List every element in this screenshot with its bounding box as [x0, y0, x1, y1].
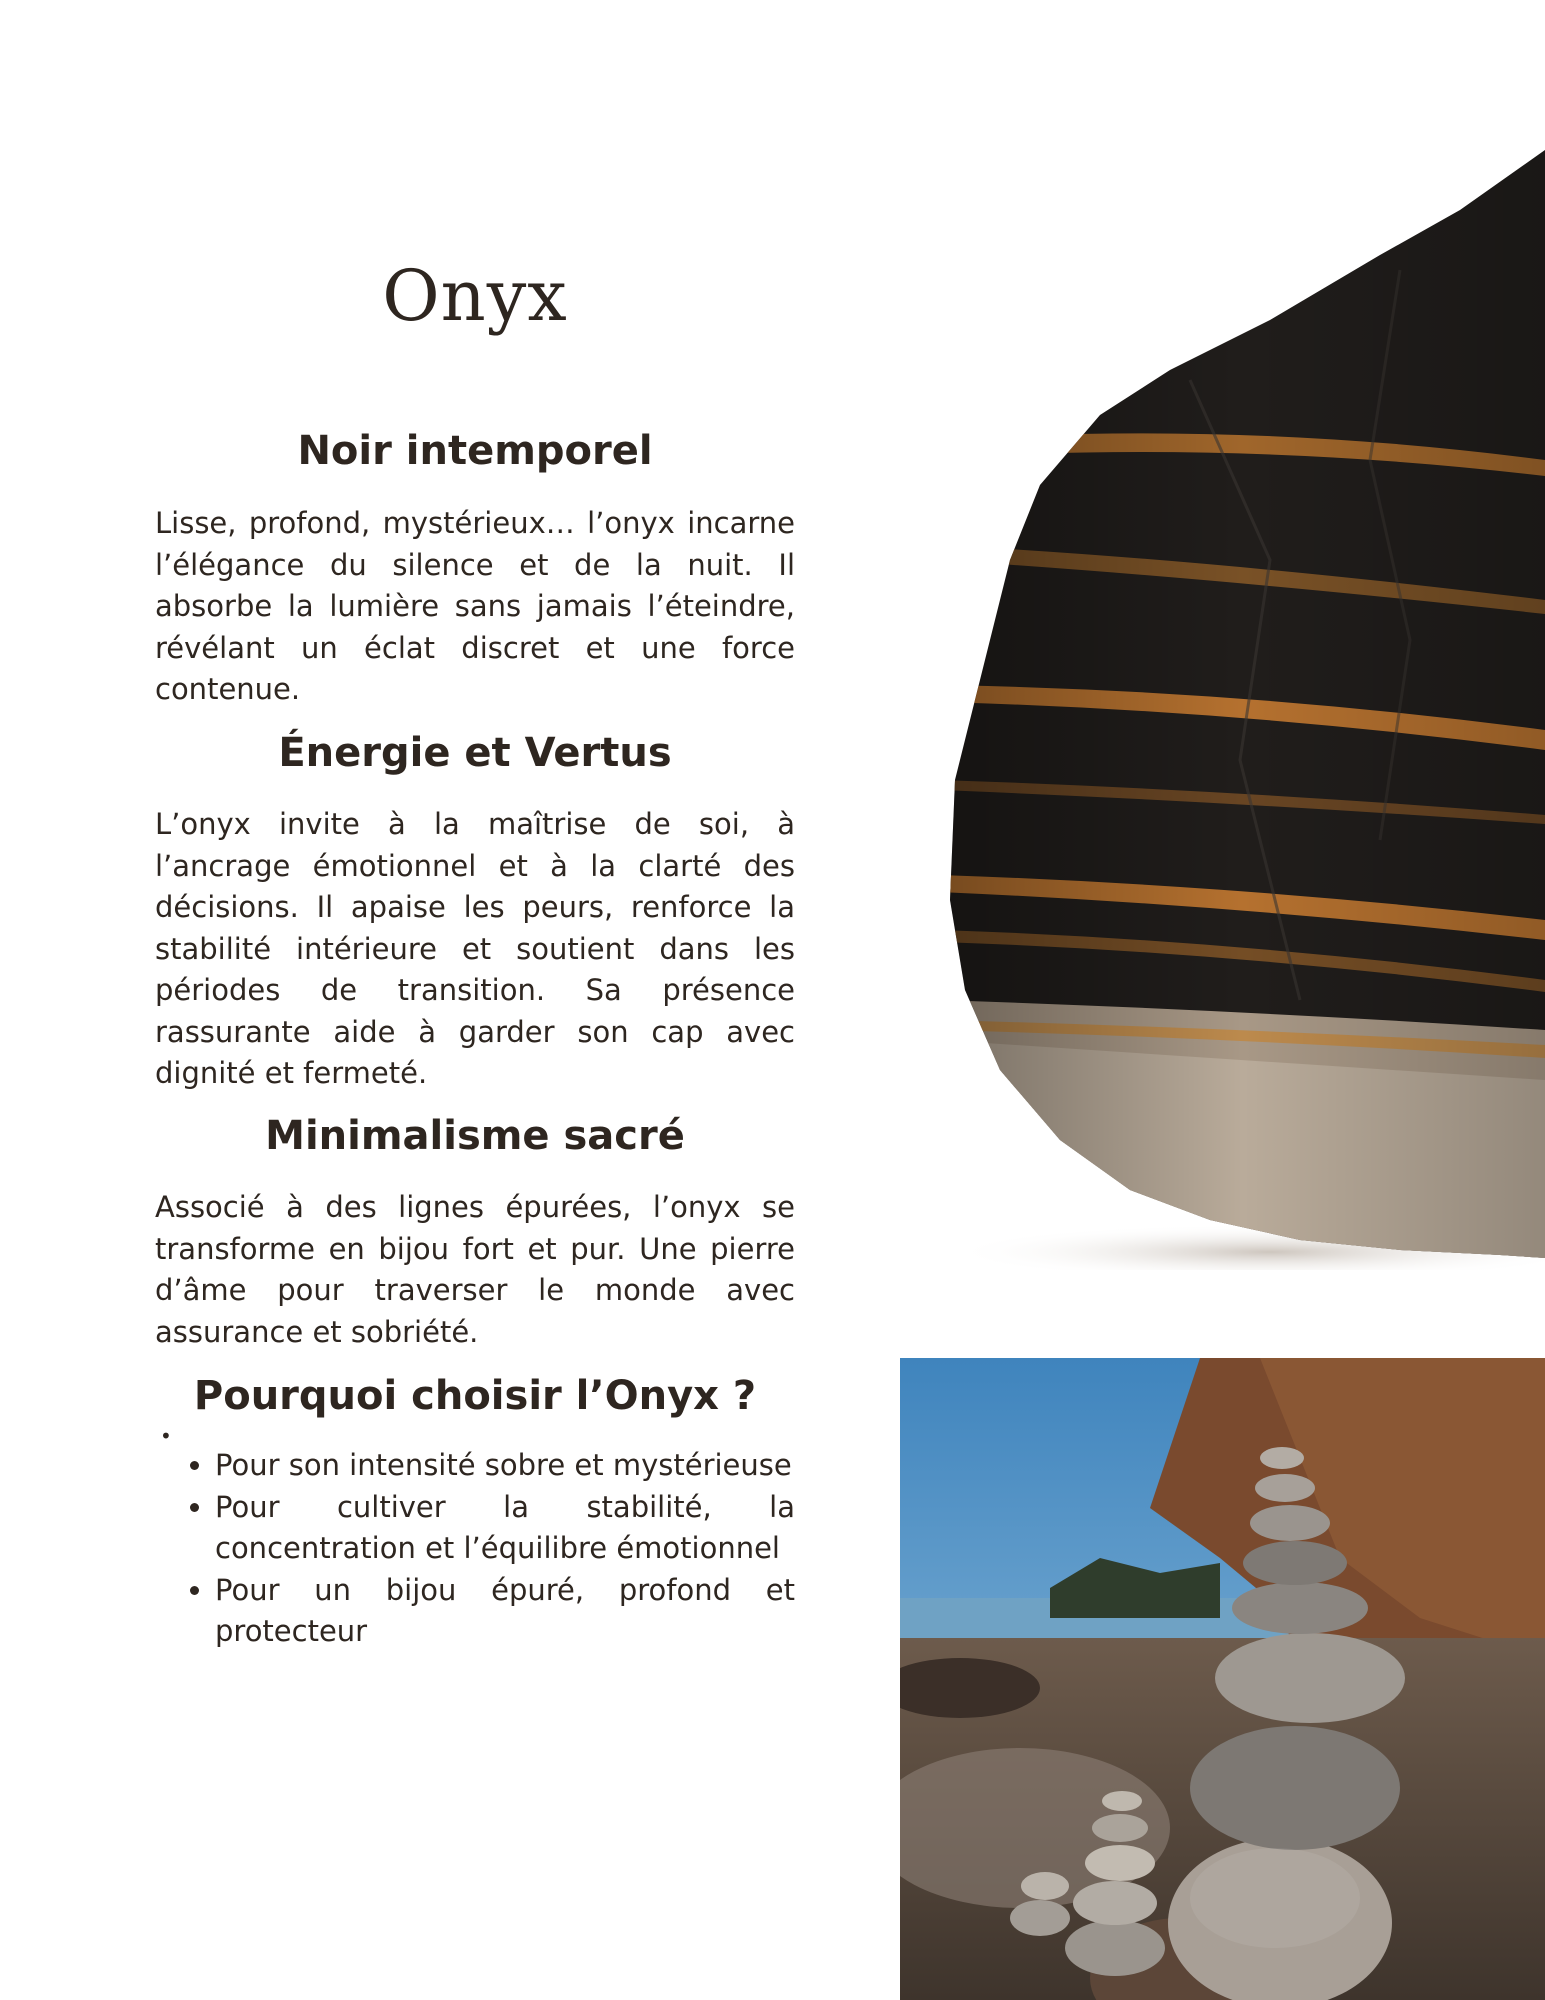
- section-heading-minimalisme-sacre: Minimalisme sacré: [265, 1113, 685, 1159]
- section-text-energie-vertus: L’onyx invite à la maîtrise de soi, à l’ancrage émotionnel et à la clarté des décisions. Il apaise les peurs, renforce la stabilité intérieure et soutient dans les périodes de transition. Sa présence rassurante aide à garder son cap avec dignité et fermeté.: [155, 807, 795, 1090]
- stray-dot: •: [160, 1424, 172, 1448]
- section-heading-noir-intemporel: Noir intemporel: [297, 428, 653, 474]
- page-title: Onyx: [382, 255, 568, 337]
- section-text-minimalisme-sacre: Associé à des lignes épurées, l’onyx se transforme en bijou fort et pur. Une pierre d’âme pour traverser le monde avec assurance et sobriété.: [155, 1190, 795, 1349]
- section-text-noir-intemporel: Lisse, profond, mystérieux… l’onyx incarne l’élégance du silence et de la nuit. Il absorbe la lumière sans jamais l’éteindre, révélant un éclat discret et une force contenue.: [155, 506, 795, 706]
- onyx-stone-image: [940, 140, 1545, 1270]
- section-heading-pourquoi-choisir: Pourquoi choisir l’Onyx ?: [193, 1373, 757, 1419]
- list-item: • Pour un bijou épuré, profond et protecteur: [215, 1570, 795, 1653]
- reasons-list: [155, 1445, 795, 1653]
- list-item: • Pour son intensité sobre et mystérieuse: [215, 1445, 795, 1487]
- stone-cairn-beach-image: [900, 1358, 1545, 2000]
- list-item: • Pour cultiver la stabilité, la concentration et l’équilibre émotionnel: [215, 1487, 795, 1570]
- section-heading-energie-vertus: Énergie et Vertus: [278, 730, 672, 776]
